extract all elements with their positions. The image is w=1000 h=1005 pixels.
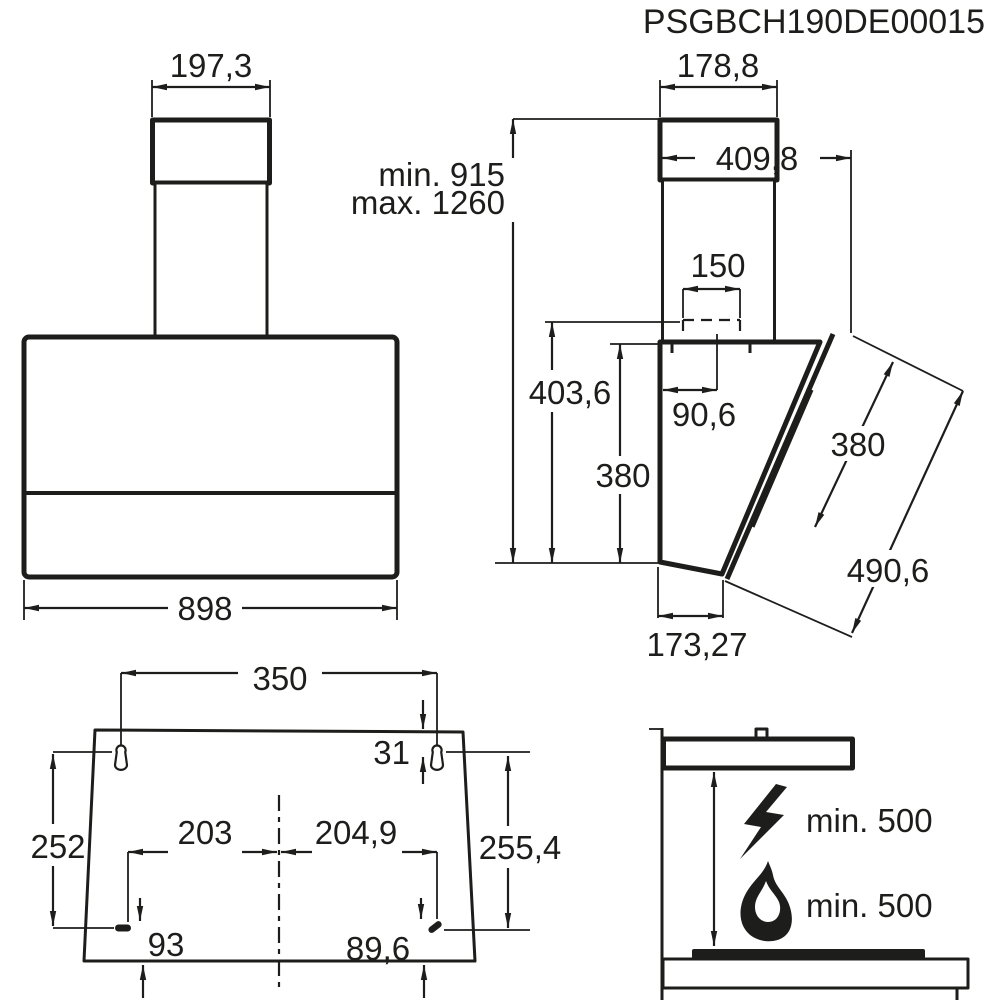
lower-right-offset-label: 204,9 xyxy=(314,814,398,851)
bottom-right-label: 89,6 xyxy=(345,930,411,967)
side-bottom-depth-label: 173,27 xyxy=(646,626,748,663)
side-chimney-depth-label: 178,8 xyxy=(676,47,760,84)
hole-spacing-label: 350 xyxy=(252,660,308,697)
mounting-plate-outline xyxy=(84,730,475,961)
front-body-width-label: 898 xyxy=(177,590,233,627)
side-total-depth-label: 409,8 xyxy=(715,140,799,177)
keyhole-slot-left xyxy=(115,746,127,770)
side-duct-diameter-label: 150 xyxy=(690,247,746,284)
bottom-left-label: 93 xyxy=(147,926,185,963)
left-height-label: 252 xyxy=(30,828,86,865)
front-chimney-lower-outline xyxy=(155,183,267,337)
front-chimney-width-label: 197,3 xyxy=(169,47,253,84)
hole-top-offset-label: 31 xyxy=(373,734,410,771)
glass-panel-length-label: 490,6 xyxy=(846,552,930,589)
counter-outline xyxy=(663,959,968,988)
side-height-min-label: min. 915 xyxy=(378,156,505,193)
lower-left-offset-label: 203 xyxy=(177,814,233,851)
mounting-slot-left xyxy=(115,925,131,932)
right-height-label: 255,4 xyxy=(478,829,562,866)
electric-clearance-label: min. 500 xyxy=(806,802,933,839)
side-duct-offset-label: 90,6 xyxy=(671,396,737,433)
side-back-height-label: 403,6 xyxy=(528,374,612,411)
hood-bottom-outline xyxy=(664,739,853,768)
glass-panel-width-label: 380 xyxy=(830,426,886,463)
gas-clearance-label: min. 500 xyxy=(806,887,933,924)
drawing-title: PSGBCH190DE00015 xyxy=(642,3,985,41)
side-height-max-label: max. 1260 xyxy=(350,184,505,221)
keyhole-slot-right xyxy=(431,746,443,770)
front-chimney-upper-outline xyxy=(153,120,270,183)
front-body-outline xyxy=(24,337,397,577)
side-body-height-label: 380 xyxy=(595,457,651,494)
